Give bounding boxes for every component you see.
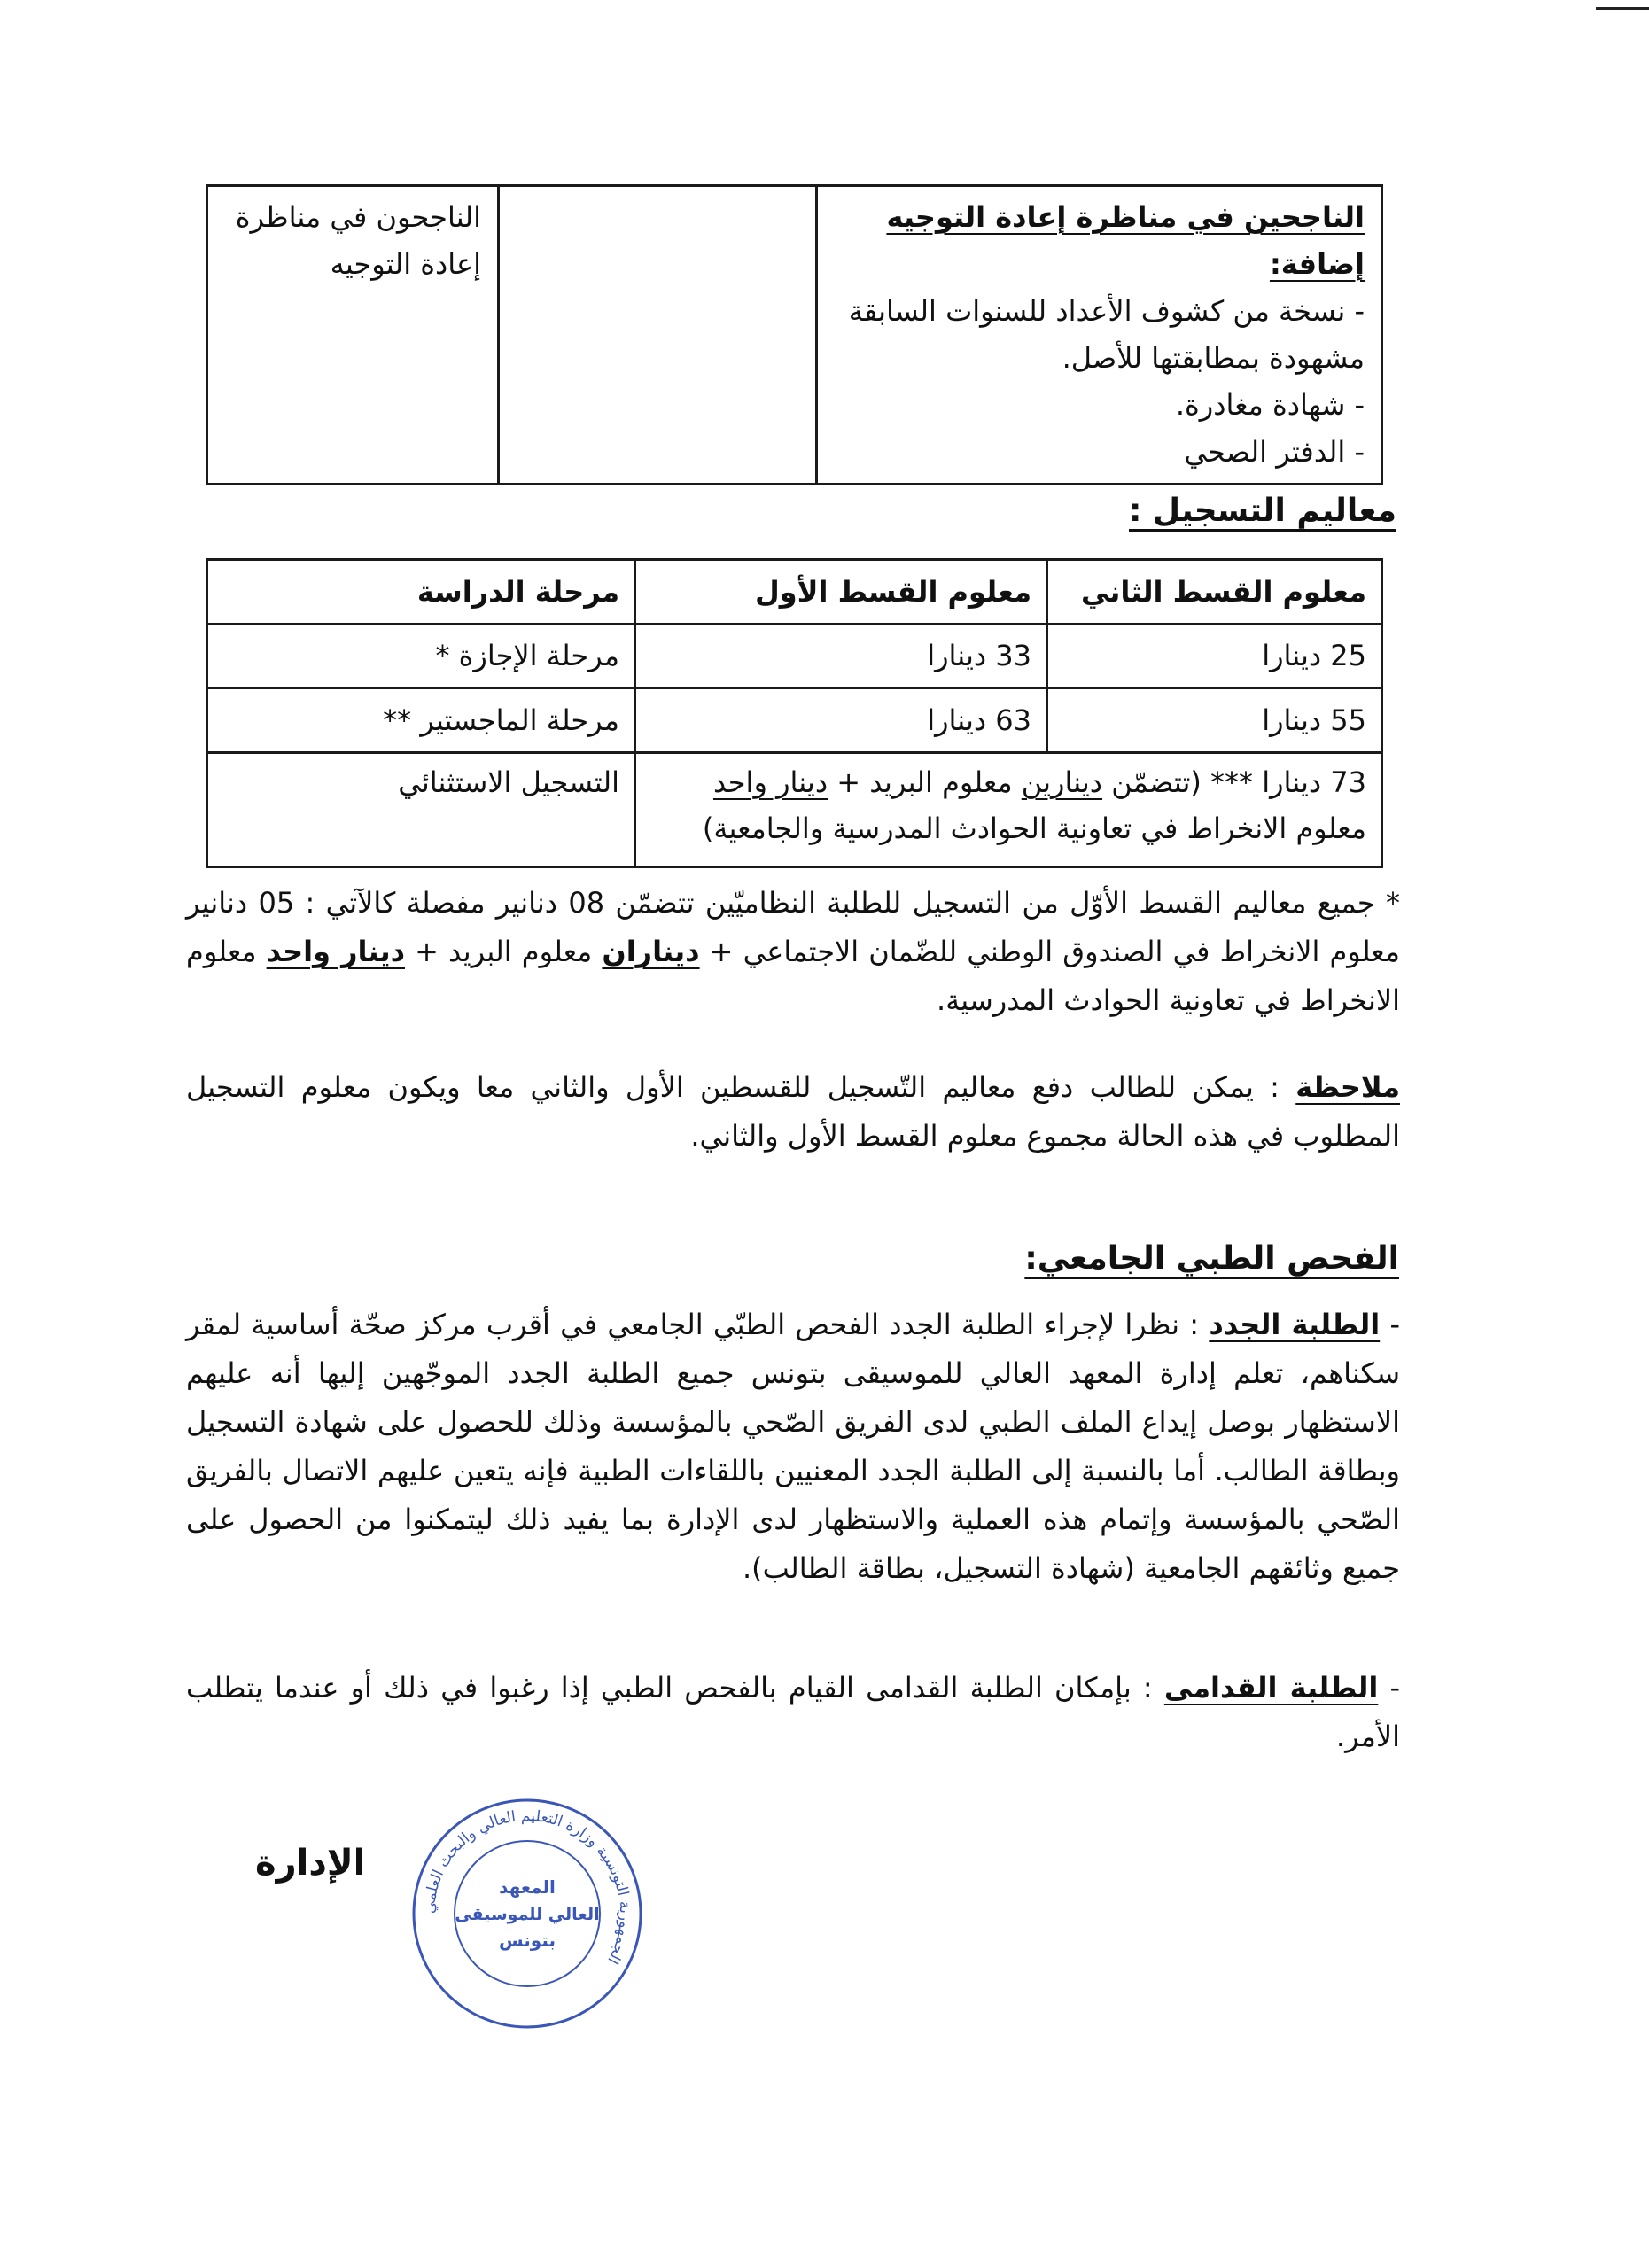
table-row — [207, 752, 1382, 866]
reorientation-middle-cell — [499, 186, 817, 485]
old-prefix: - — [1378, 1671, 1401, 1705]
reorientation-docs-title: الناجحين في مناظرة إعادة التوجيه — [886, 200, 1365, 234]
footnote-text-c: معلوم الانخراط في تعاونية الحوادث المدرسية. — [186, 935, 1400, 1017]
medical-new-students — [186, 1301, 1400, 1593]
stamp-line-2: العالي للموسيقى — [455, 1905, 600, 1924]
table-row — [207, 624, 1382, 688]
old-students-text: : بإمكان الطلبة القدامى القيام بالفحص الطبي إذا رغبوا في ذلك أو عندما يتطلب الأمر. — [186, 1671, 1400, 1753]
payment-note — [186, 1063, 1400, 1161]
footnote-underlined-1: ديناران — [602, 935, 700, 968]
scan-corner-mark — [1596, 7, 1649, 10]
medical-title: الفحص الطبي الجامعي: — [1024, 1240, 1399, 1277]
medical-old-students — [186, 1664, 1400, 1761]
cell-first: 63 دينارا — [635, 688, 1047, 753]
stamp-outer-text-path: الجمهورية التونسية وزارة التعليم العالي والبحث العلمي — [420, 1806, 634, 1968]
cell-exceptional-fee — [635, 752, 1382, 866]
note-label: ملاحظة — [1295, 1070, 1400, 1104]
table-header-row — [207, 560, 1382, 625]
exceptional-underlined-2: دينار واحد — [712, 765, 828, 799]
cell-first: 33 دينارا — [635, 624, 1047, 688]
header-cell-second: معلوم القسط الثاني — [1047, 560, 1382, 625]
new-students-label: الطلبة الجدد — [1209, 1308, 1381, 1341]
exceptional-text-b: معلوم البريد + — [828, 765, 1022, 799]
fees-title: معاليم التسجيل : — [1129, 493, 1396, 529]
stamp-line-1: المعهد — [499, 1876, 556, 1898]
cell-stage: مرحلة الماجستير ** — [207, 688, 635, 753]
exceptional-text-c: معلوم الانخراط في تعاونية الحوادث المدرسية والجامعية) — [702, 811, 1366, 845]
table-row — [207, 688, 1382, 753]
header-cell-stage: مرحلة الدراسة — [207, 560, 635, 625]
cell-second: 55 دينارا — [1047, 688, 1382, 753]
reorientation-doc-item: - نسخة من كشوف الأعداد للسنوات السابقة مشهودة بمطابقتها للأصل. — [848, 294, 1365, 375]
cell-second: 25 دينارا — [1047, 624, 1382, 688]
stamp-line-3: بتونس — [499, 1930, 556, 1951]
reorientation-doc-item: - الدفتر الصحي — [1184, 435, 1365, 469]
reorientation-table — [206, 184, 1383, 485]
exceptional-text-a: 73 دينارا *** (تتضمّن — [1102, 765, 1366, 799]
reorientation-docs-add: إضافة: — [1269, 247, 1365, 281]
fees-table — [206, 558, 1383, 868]
cell-stage: التسجيل الاستثنائي — [207, 752, 635, 866]
cell-stage: مرحلة الإجازة * — [207, 624, 635, 688]
new-prefix: - — [1380, 1308, 1401, 1341]
footnote-text-a: * جميع معاليم القسط الأوّل من التسجيل للطلبة النظاميّين تتضمّن 08 دنانير مفصلة كالآتي : 05 دنانير معلوم الانخراط في الصندوق الوطني للضّمان الاجتماعي + — [186, 886, 1401, 968]
new-students-text: : نظرا لإجراء الطلبة الجدد الفحص الطبّي الجامعي في أقرب مركز صحّة أساسية لمقر سكناهم، تعلم إدارة المعهد العالي للموسيقى بتونس جميع الطلبة الجدد الموجّهين إليها أنه عليهم الاستظهار بوصل إيداع الملف الطبي لدى الفريق الصّحي بالمؤسسة وذلك للحصول على شهادة التسجيل وبطاقة الطالب. أما بالنسبة إلى الطلبة الجدد المعنيين باللقاءات الطبية فإنه يتعين عليهم الاتصال بالفريق الصّحي بالمؤسسة وإتمام هذه العملية والاستظهار لدى الإدارة بما يفيد ذلك ليتمكنوا من الحصول على جميع وثائقهم الجامعية (شهادة التسجيل، بطاقة الطالب). — [186, 1308, 1400, 1585]
footnote-underlined-2: دينار واحد — [266, 935, 406, 968]
reorientation-label: الناجحون في مناظرة إعادة التوجيه — [235, 200, 481, 281]
reorientation-docs-cell — [817, 186, 1382, 485]
administration-signature: الإدارة — [255, 1843, 366, 1884]
fees-footnote — [186, 879, 1400, 1025]
reorientation-label-cell — [207, 186, 499, 485]
header-cell-first: معلوم القسط الأول — [635, 560, 1047, 625]
institute-stamp — [408, 1794, 647, 2033]
footnote-text-b: معلوم البريد + — [405, 935, 603, 968]
old-students-label: الطلبة القدامى — [1163, 1671, 1379, 1705]
exceptional-underlined-1: دينارين — [1021, 765, 1103, 799]
reorientation-doc-item: - شهادة مغادرة. — [1175, 388, 1365, 422]
note-text: : يمكن للطالب دفع معاليم التّسجيل للقسطين الأول والثاني معا ويكون معلوم التسجيل المطلوب في هذه الحالة مجموع معلوم القسط الأول والثاني. — [186, 1070, 1400, 1153]
